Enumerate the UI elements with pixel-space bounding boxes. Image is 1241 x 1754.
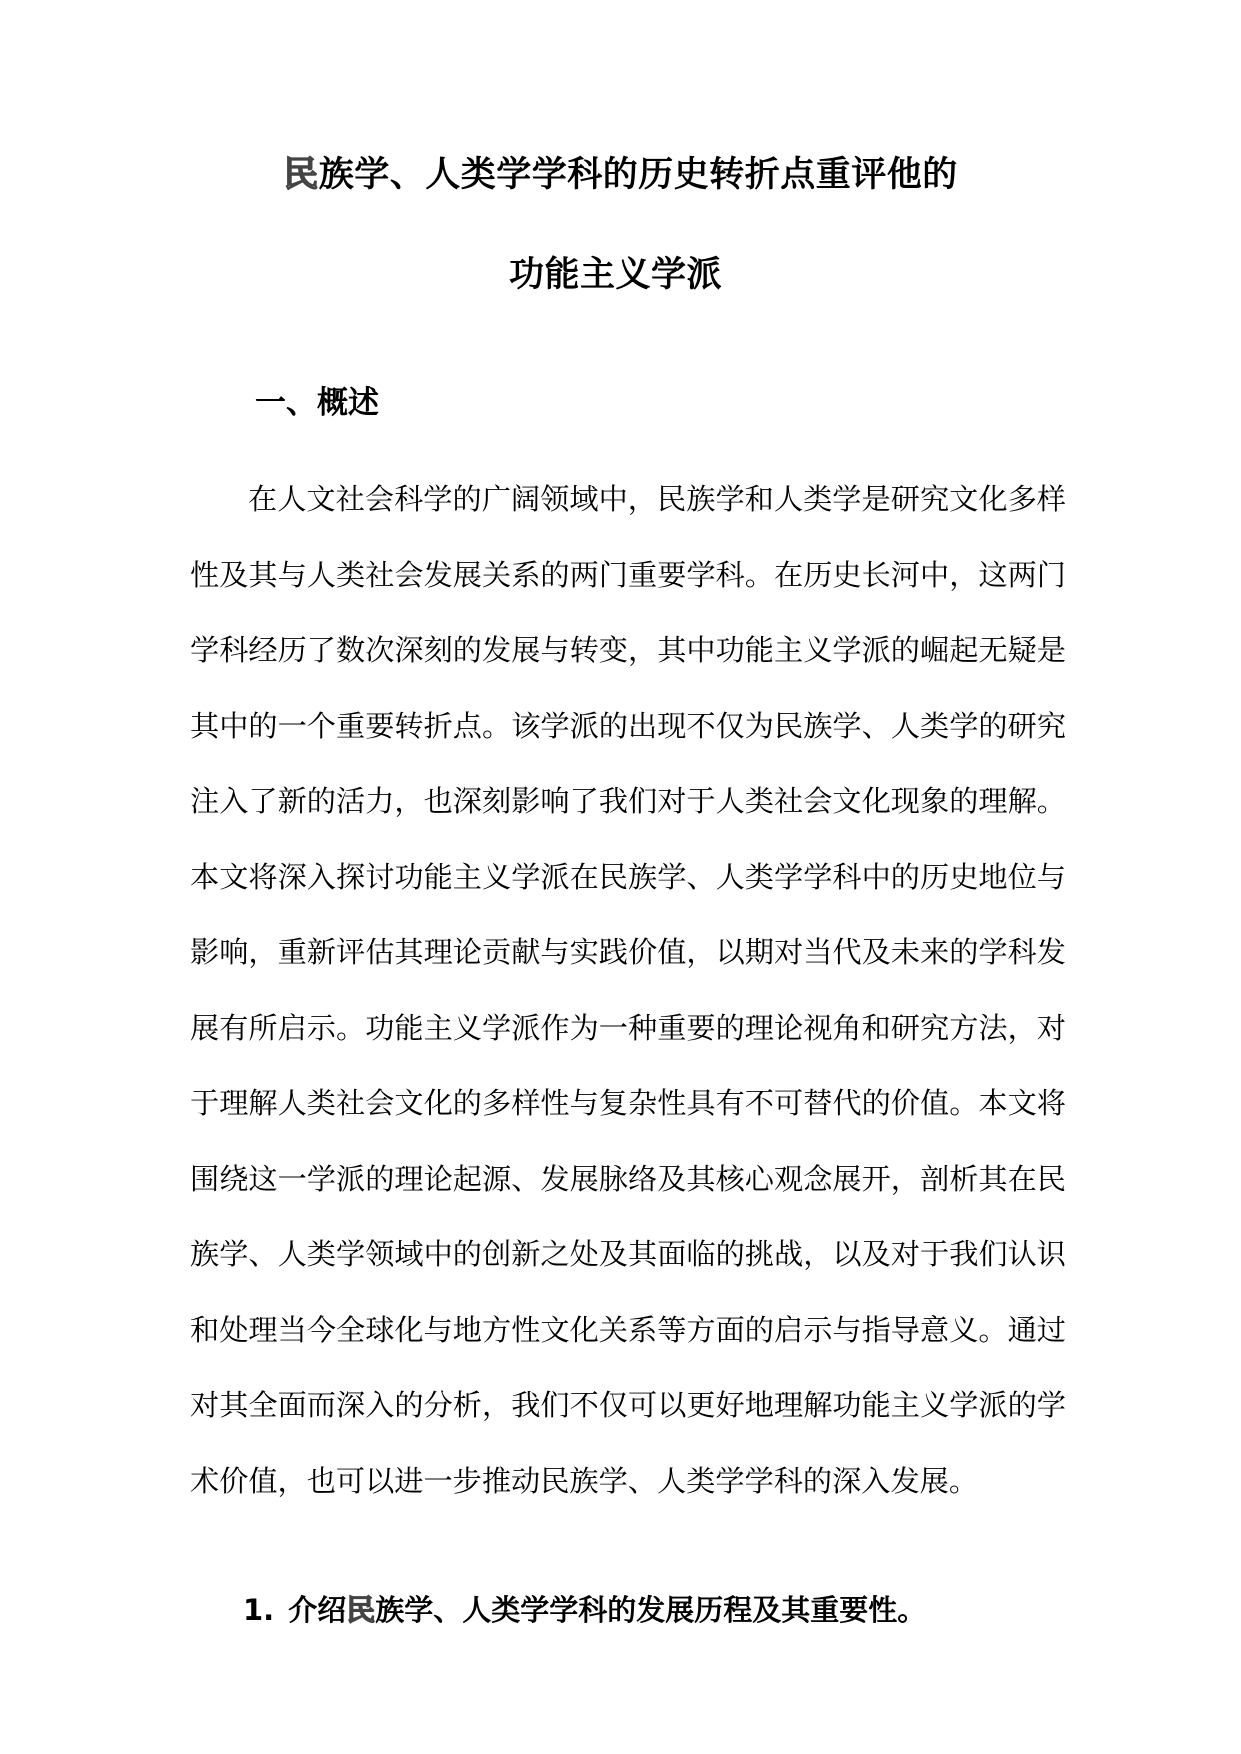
subheading-number: 1. (243, 1593, 275, 1627)
section-heading: 一、概述 (255, 385, 379, 421)
document-title-line-1 (0, 155, 1241, 195)
body-paragraph: 在人文社会科学的广阔领域中，民族学和人类学是研究文化多样性及其与人类社会发展关系的两门重要学科。在历史长河中，这两门学科经历了数次深刻的发展与转变，其中功能主义学派的崛起无疑是其中的一个重要转折点。该学派的出现不仅为民族学、人类学的研究注入了新的活力，也深刻影响了我们对于人类社会文化现象的理解。本文将深入探讨功能主义学派在民族学、人类学学科中的历史地位与影响，重新评估其理论贡献与实践价值，以期对当代及未来的学科发展有所启示。功能主义学派作为一种重要的理论视角和研究方法，对于理解人类社会文化的多样性与复杂性具有不可替代的价值。本文将围绕这一学派的理论起源、发展脉络及其核心观念展开，剖析其在民族学、人类学领域中的创新之处及其面临的挑战，以及对于我们认识和处理当今全球化与地方性文化关系等方面的启示与指导意义。通过对其全面而深入的分析，我们不仅可以更好地理解功能主义学派的学术价值，也可以进一步推动民族学、人类学学科的深入发展。 (190, 482, 1066, 1498)
document-title-line-2: 功能主义学派 (508, 255, 722, 295)
title-outlined-char: 民 (283, 155, 319, 195)
subheading-outlined-char: 民 (346, 1593, 376, 1627)
title-line-1-text: 族学、人类学学科的历史转折点重评他的 (318, 155, 958, 195)
subheading-text-before: 介绍 (288, 1593, 347, 1627)
numbered-subheading (243, 1590, 926, 1630)
subheading-text-after: 族学、人类学学科的发展历程及其重要性。 (375, 1593, 927, 1627)
